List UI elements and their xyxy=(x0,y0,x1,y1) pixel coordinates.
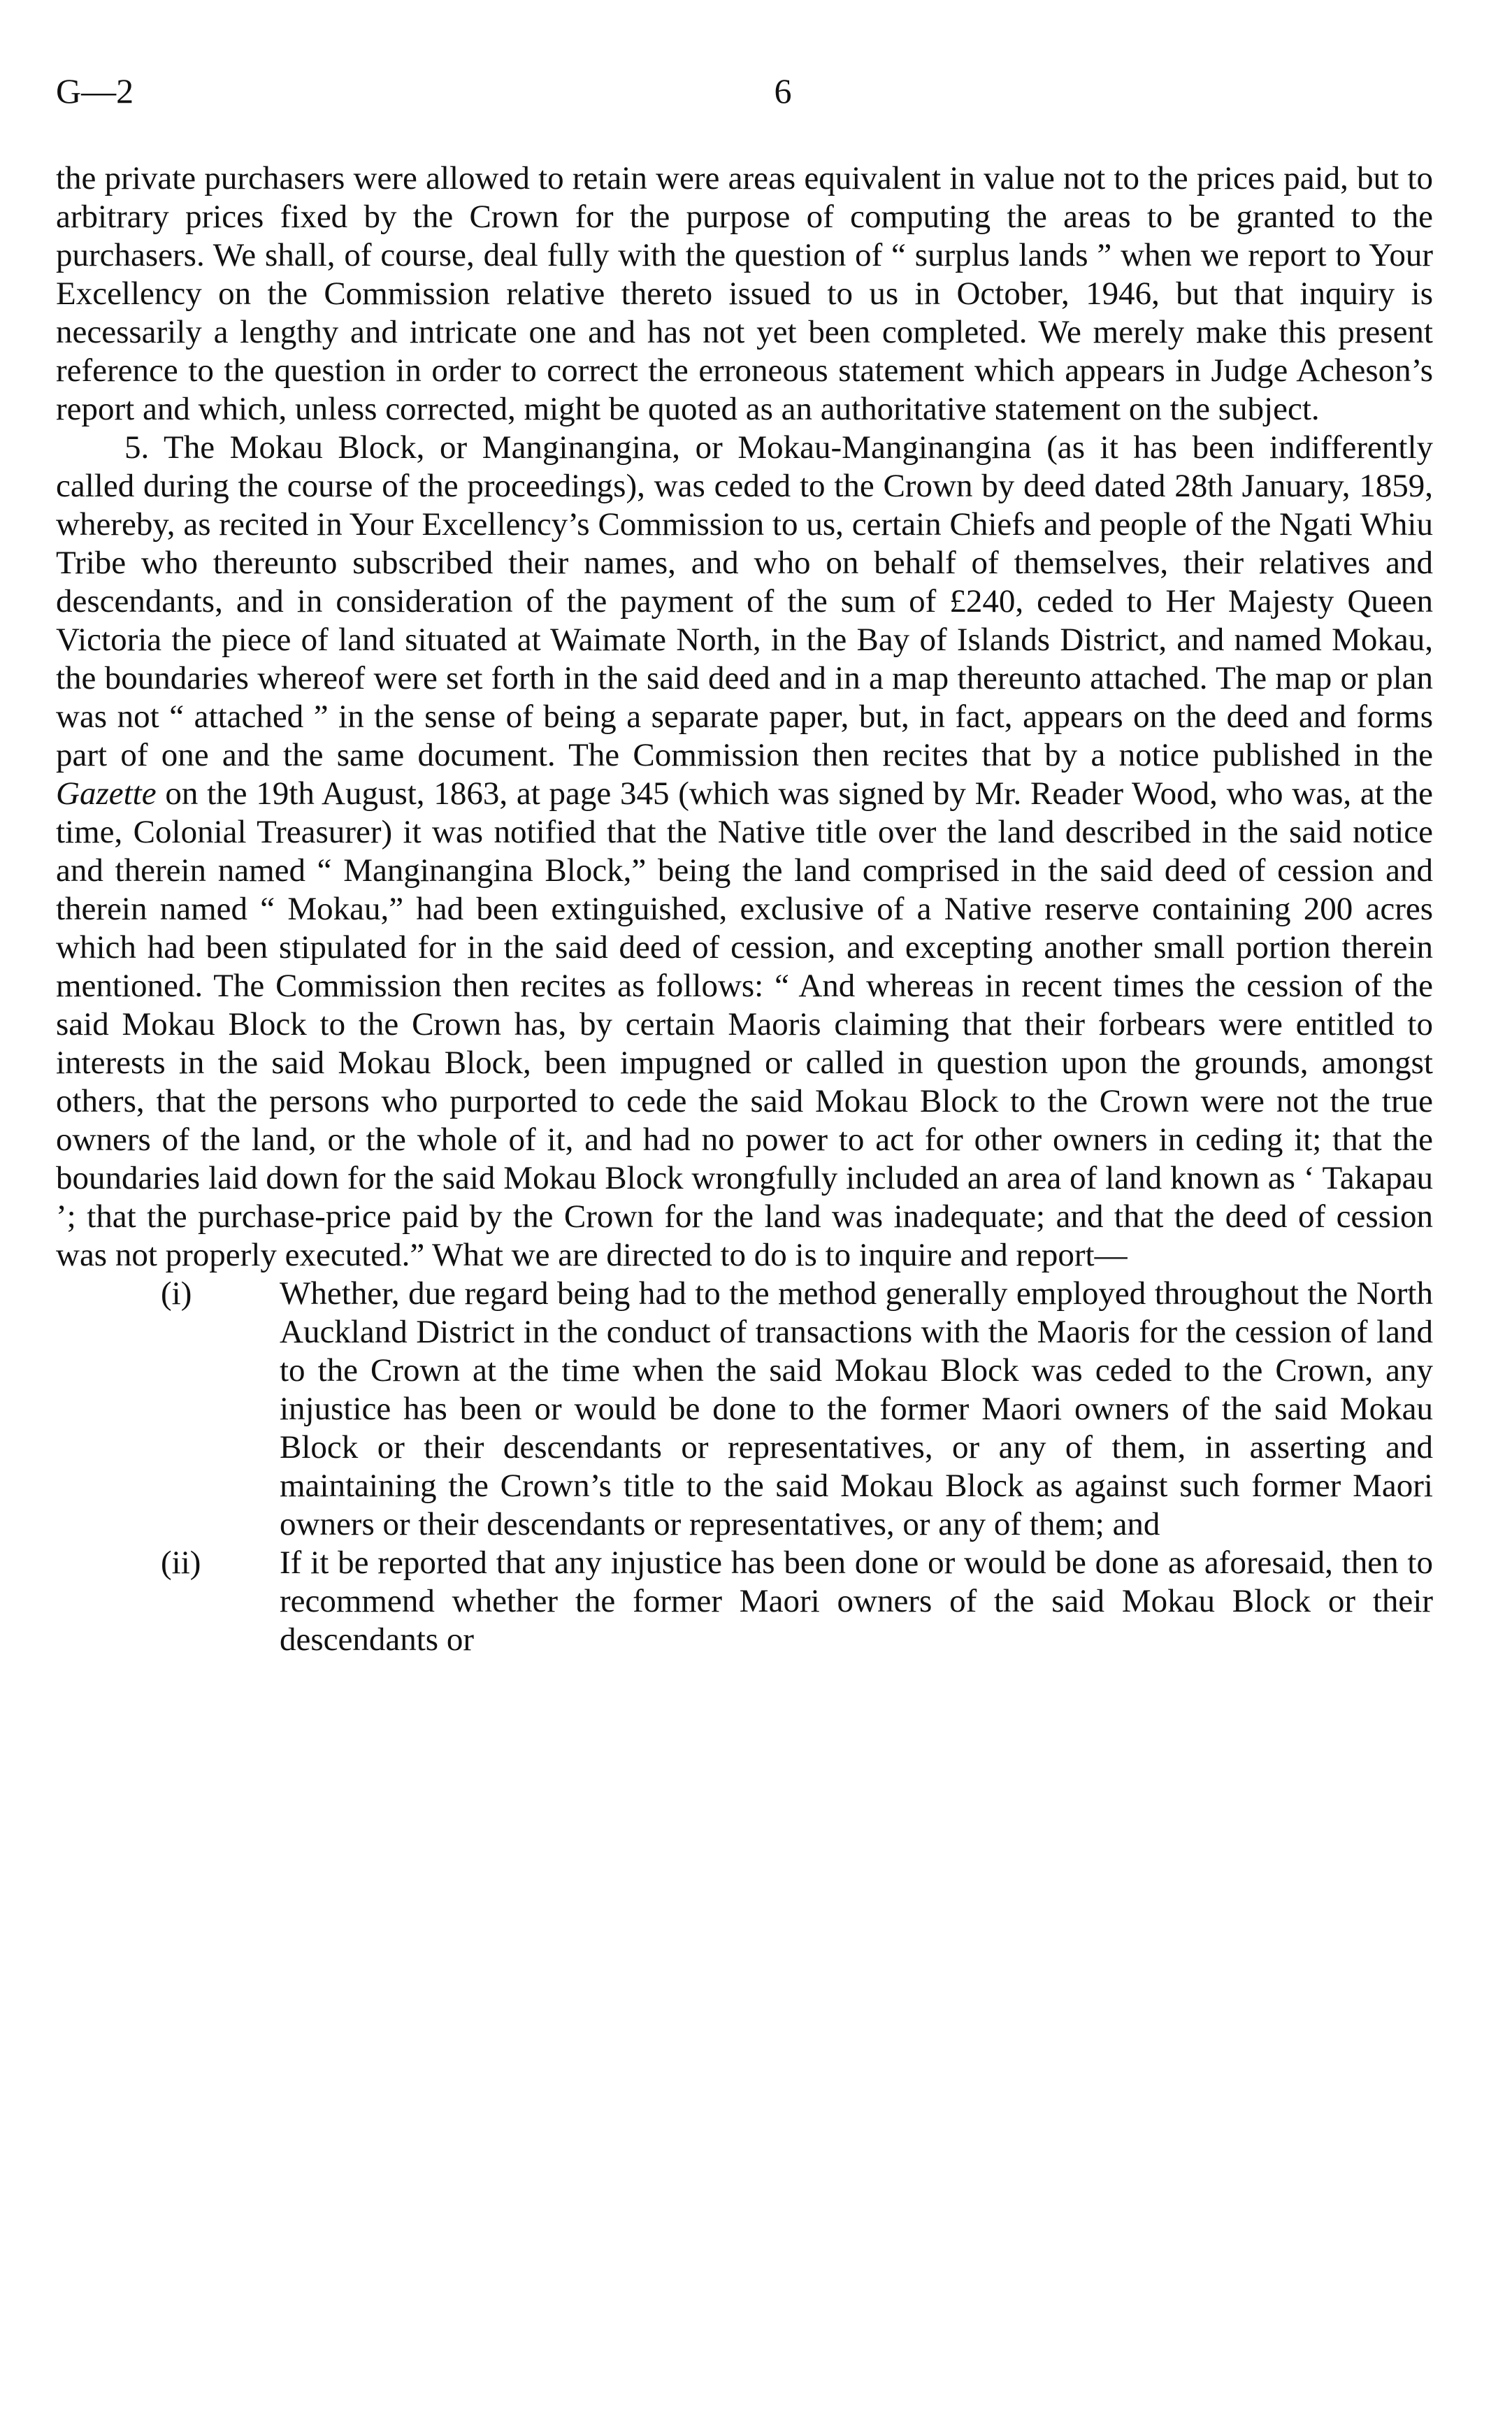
paragraph-5 xyxy=(56,429,1433,1275)
list-item-text: Whether, due regard being had to the method generally employed throughout the North Auckland District in the conduct of transactions with the Maoris for the cession of land to the Crown at the time when the said Mokau Block was ceded to the Crown, any injustice has been or would be done to the former Maori owners of the said Mokau Block or their descendants or representatives, or any of them, in asserting and maintaining the Crown’s title to the said Mokau Block as against such former Maori owners or their descendants or representatives, or any of them; and xyxy=(280,1275,1433,1542)
paragraph-5-part-2: on the 19th August, 1863, at page 345 (which was signed by Mr. Reader Wood, who was, at the time, Colonial Treasurer) it was notified that the Native title over the land described in the said notice and therein named “ Manginangina Block,” being the land comprised in the said deed of cession and therein named “ Mokau,” had been extinguished, exclusive of a Native reserve containing 200 acres which had been stipulated for in the said deed of cession, and excepting another small portion therein mentioned. The Commission then recites as follows: “ And whereas in recent times the cession of the said Mokau Block to the Crown has, by certain Maoris claiming that their forbears were entitled to interests in the said Mokau Block, been impugned or called in question upon the grounds, amongst others, that the persons who purported to cede the said Mokau Block to the Crown were not the true owners of the land, or the whole of it, and had no power to act for other owners in ceding it; that the boundaries laid down for the said Mokau Block wrongfully included an area of land known as ‘ Takapau ’; that the purchase-price paid by the Crown for the land was inadequate; and that the deed of cession was not properly executed.” What we are directed to do is to inquire and report— xyxy=(56,775,1433,1273)
paragraph-continued: the private purchasers were allowed to retain were areas equivalent in value not to the prices paid, but to arbitrary prices fixed by the Crown for the purpose of computing the areas to be granted to the purchasers. We shall, of course, deal fully with the question of “ surplus lands ” when we report to Your Excellency on the Commission relative thereto issued to us in October, 1946, but that inquiry is necessarily a lengthy and intricate one and has not yet been completed. We merely make this present reference to the question in order to correct the erroneous statement which appears in Judge Acheson’s report and which, unless corrected, might be quoted as an authoritative statement on the subject. xyxy=(56,160,1433,427)
page-header xyxy=(56,66,1456,115)
list-item xyxy=(56,1544,1433,1659)
page-number: 6 xyxy=(774,71,792,110)
list-item xyxy=(56,1275,1433,1544)
list-item-number: (ii) xyxy=(161,1545,201,1581)
paragraph-5-part-1: 5. The Mokau Block, or Manginangina, or Mokau-Manginangina (as it has been indifferently called during the course of the proceedings), was ceded to the Crown by deed dated 28th January, 1859, whereby, as recited in Your Excellency’s Commission to us, certain Chiefs and people of the Ngati Whiu Tribe who thereunto subscribed their names, and who on behalf of themselves, their relatives and descendants, and in consideration of the payment of the sum of £240, ceded to Her Majesty Queen Victoria the piece of land situated at Waimate North, in the Bay of Islands District, and named Mokau, the boundaries whereof were set forth in the said deed and in a map thereunto attached. The map or plan was not “ attached ” in the sense of being a separate paper, but, in fact, appears on the deed and forms part of one and the same document. The Commission then recites that by a notice published in the xyxy=(56,429,1433,773)
list-item-number: (i) xyxy=(161,1275,192,1312)
list-item-text: If it be reported that any injustice has been done or would be done as aforesaid, then to recommend whether the former Maori owners of the said Mokau Block or their descendants or xyxy=(280,1545,1433,1658)
gazette-title: Gazette xyxy=(56,775,157,812)
document-body xyxy=(56,159,1433,1659)
document-reference: G—2 xyxy=(56,71,134,110)
